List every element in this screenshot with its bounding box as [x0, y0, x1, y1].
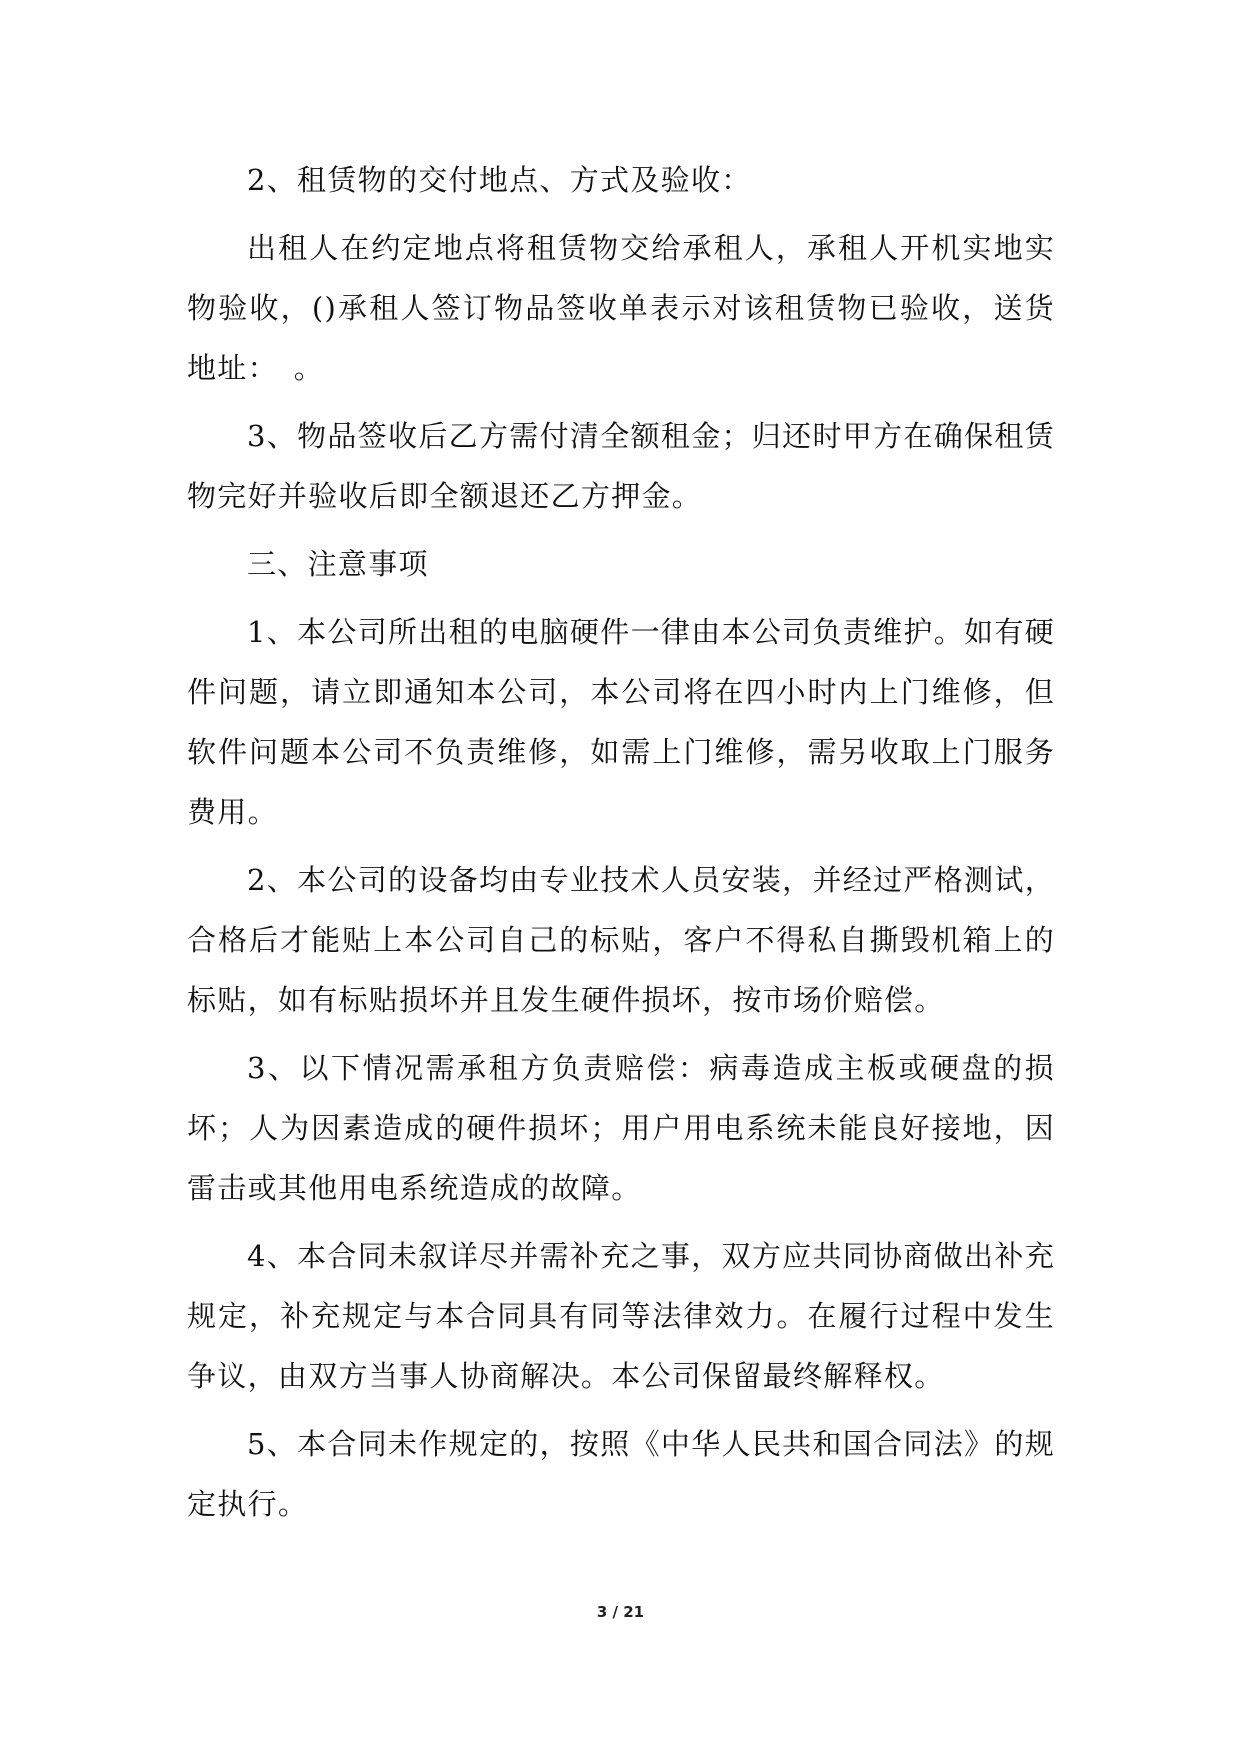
paragraph-delivery-heading: 2、租赁物的交付地点、方式及验收：: [247, 163, 752, 197]
paragraph-note-5-law: 5、本合同未作规定的，按照《中华人民共和国合同法》的规定执行。: [187, 1427, 1055, 1521]
page-number: 3 / 21: [596, 1603, 645, 1621]
document-body: [187, 150, 1055, 1542]
paragraph-note-3-compensation: 3、以下情况需承租方负责赔偿：病毒造成主板或硬盘的损坏；人为因素造成的硬件损坏；用户用电系统未能良好接地，因雷击或其他用电系统造成的故障。: [187, 1051, 1055, 1205]
paragraph-note-1-maintenance: 1、本公司所出租的电脑硬件一律由本公司负责维护。如有硬件问题，请立即通知本公司，本公司将在四小时内上门维修，但软件问题本公司不负责维修，如需上门维修，需另收取上门服务费用。: [187, 615, 1055, 829]
paragraph-delivery-details: 出租人在约定地点将租赁物交给承租人，承租人开机实地实物验收，()承租人签订物品签收单表示对该租赁物已验收，送货地址： 。: [187, 231, 1055, 385]
paragraph-payment-deposit: 3、物品签收后乙方需付清全额租金；归还时甲方在确保租赁物完好并验收后即全额退还乙方押金。: [187, 419, 1055, 513]
paragraph-note-4-supplement: 4、本合同未叙详尽并需补充之事，双方应共同协商做出补充规定，补充规定与本合同具有同等法律效力。在履行过程中发生争议，由双方当事人协商解决。本公司保留最终解释权。: [187, 1239, 1055, 1393]
section-heading-notes: 三、注意事项: [247, 547, 429, 581]
paragraph-note-2-labels: 2、本公司的设备均由专业技术人员安装，并经过严格测试，合格后才能贴上本公司自己的标贴，客户不得私自撕毁机箱上的标贴，如有标贴损坏并且发生硬件损坏，按市场价赔偿。: [187, 863, 1055, 1017]
